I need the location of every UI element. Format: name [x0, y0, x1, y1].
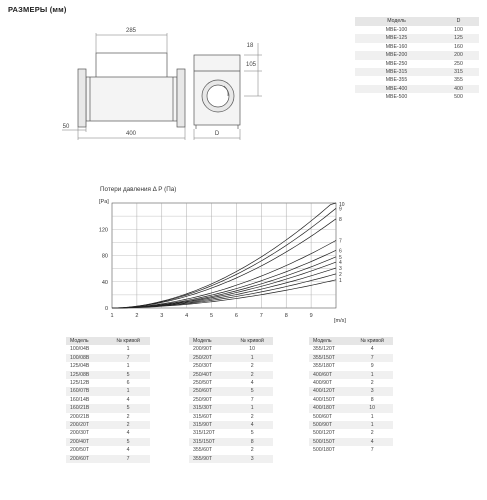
- model-cell: 250/90T: [193, 396, 213, 403]
- model-cell: 200/21B: [70, 413, 90, 420]
- dim-offset-label: 50: [62, 124, 70, 130]
- value-cell: 2: [126, 413, 130, 420]
- model-cell: MBE-355: [385, 77, 408, 84]
- curve-number-label: 9: [339, 206, 342, 213]
- value-cell: 160: [454, 43, 463, 50]
- model-cell: 355/150T: [309, 354, 351, 362]
- value-cell: 4: [250, 380, 254, 387]
- model-cell: MBE-315: [355, 68, 438, 76]
- table-row: [189, 455, 273, 463]
- value-cell: 4: [126, 430, 130, 437]
- curve-table-header: Модель: [309, 337, 351, 345]
- model-cell: 250/20T: [189, 354, 231, 362]
- table-row: [355, 60, 479, 68]
- x-tick-label: 1: [110, 313, 114, 319]
- table-row: [309, 429, 393, 437]
- table-row: [355, 51, 479, 59]
- model-cell: 250/40T: [189, 371, 231, 379]
- model-cell: 125/12B: [70, 380, 90, 387]
- curve-2: [112, 274, 336, 308]
- curve-number-label: 1: [339, 277, 342, 284]
- x-tick-label: 6: [234, 313, 238, 319]
- curve-table-header: Модель: [66, 337, 106, 345]
- model-cell: 160/14B: [70, 396, 90, 403]
- table-row: [309, 387, 393, 395]
- model-cell: 200/20T: [66, 421, 106, 429]
- value-cell: 500: [454, 94, 463, 101]
- heater-box-top: [96, 53, 167, 78]
- table-row: [355, 85, 479, 93]
- value-cell: 5: [231, 387, 273, 395]
- table-row: [309, 396, 393, 404]
- model-cell: 200/50T: [70, 447, 90, 454]
- table-row: [189, 362, 273, 370]
- curve-8: [112, 219, 336, 308]
- x-tick-label: 3: [160, 313, 164, 319]
- value-cell: 1: [370, 413, 374, 420]
- table-row: [66, 438, 150, 446]
- table-row: [355, 93, 479, 101]
- curve-table-2: [189, 337, 273, 463]
- table-row: [189, 387, 273, 395]
- model-cell: 355/60T: [193, 447, 213, 454]
- value-cell: 1: [126, 363, 130, 370]
- dim-height-label: 105: [245, 62, 256, 68]
- value-cell: 1: [231, 404, 273, 412]
- table-row: [189, 354, 273, 362]
- table-row: [189, 421, 273, 429]
- dimension-drawing: [0, 0, 350, 160]
- table-row: [66, 354, 150, 362]
- curve-table-header: № кривой: [231, 337, 273, 345]
- value-cell: 2: [250, 413, 254, 420]
- value-cell: 2: [370, 430, 374, 437]
- value-cell: 250: [454, 60, 463, 67]
- value-cell: 1: [126, 346, 130, 353]
- value-cell: 400: [438, 85, 479, 93]
- table-row: [309, 413, 393, 421]
- table-row: [66, 362, 150, 370]
- curve-table-header: Модель: [189, 337, 231, 345]
- table-row: [189, 404, 273, 412]
- model-cell: 500/60T: [313, 413, 333, 420]
- table-row: [355, 68, 479, 76]
- duct-body: [86, 77, 177, 121]
- y-tick-label: 0: [104, 306, 108, 312]
- table-row: [309, 404, 393, 412]
- model-cell: MBE-500: [385, 94, 408, 101]
- value-cell: 1: [231, 354, 273, 362]
- dim-width-label: 285: [125, 28, 137, 34]
- model-cell: 500/150T: [309, 438, 351, 446]
- value-cell: 5: [250, 430, 254, 437]
- table-row: [66, 446, 150, 454]
- chart-x-axis-label: [m/s]: [334, 318, 346, 324]
- value-cell: 3: [351, 387, 393, 395]
- model-cell: 160/07B: [66, 387, 106, 395]
- table-row: [189, 413, 273, 421]
- curve-4: [112, 262, 336, 308]
- model-cell: 315/30T: [189, 404, 231, 412]
- model-cell: MBE-250: [385, 60, 408, 67]
- table-row: [66, 371, 150, 379]
- value-cell: 200: [438, 51, 479, 59]
- value-cell: 7: [250, 396, 254, 403]
- model-cell: 200/40T: [66, 438, 106, 446]
- model-dimension-table: [355, 17, 479, 102]
- x-tick-label: 9: [309, 313, 313, 319]
- table-row: [309, 421, 393, 429]
- model-cell: MBE-400: [355, 85, 438, 93]
- table-row: [66, 404, 150, 412]
- table-row: [66, 421, 150, 429]
- model-cell: MBE-125: [355, 34, 438, 42]
- model-cell: 400/60T: [309, 371, 351, 379]
- value-cell: 9: [370, 363, 374, 370]
- table-row: [189, 379, 273, 387]
- model-cell: 500/90T: [309, 421, 351, 429]
- model-table-header: D: [438, 17, 479, 26]
- model-cell: MBE-200: [355, 51, 438, 59]
- value-cell: 8: [370, 396, 374, 403]
- model-cell: 125/04B: [70, 363, 90, 370]
- curve-number-label: 8: [339, 216, 342, 223]
- value-cell: 4: [231, 421, 273, 429]
- value-cell: 2: [231, 371, 273, 379]
- table-row: [309, 345, 393, 353]
- model-cell: MBE-160: [385, 43, 408, 50]
- curve-number-label: 4: [339, 260, 342, 267]
- table-row: [66, 379, 150, 387]
- curve-table-1: [66, 337, 150, 463]
- dim-diameter-label: D: [214, 131, 220, 137]
- x-tick-label: 2: [135, 313, 139, 319]
- value-cell: 1: [351, 371, 393, 379]
- curve-number-label: 6: [339, 248, 342, 255]
- model-cell: 400/150T: [313, 396, 335, 403]
- value-cell: 2: [370, 380, 374, 387]
- model-cell: 200/90T: [193, 346, 213, 353]
- value-cell: 2: [250, 363, 254, 370]
- x-tick-label: 5: [210, 313, 214, 319]
- model-cell: 250/60T: [189, 387, 231, 395]
- table-row: [309, 446, 393, 454]
- curve-number-label: 3: [339, 265, 342, 272]
- model-cell: 160/21B: [66, 404, 106, 412]
- model-cell: 355/120T: [313, 346, 335, 353]
- y-tick-label: 80: [101, 253, 108, 260]
- value-cell: 5: [106, 371, 150, 379]
- curve-number-label: 10: [339, 202, 345, 208]
- value-cell: 1: [106, 387, 150, 395]
- value-cell: 1: [351, 421, 393, 429]
- table-row: [355, 76, 479, 84]
- value-cell: 2: [250, 447, 254, 454]
- model-cell: 315/150T: [189, 438, 231, 446]
- model-cell: 355/180T: [313, 363, 335, 370]
- y-tick-label: 40: [101, 279, 108, 286]
- table-row: [309, 362, 393, 370]
- left-flange: [78, 69, 86, 127]
- table-row: [309, 379, 393, 387]
- value-cell: 4: [351, 438, 393, 446]
- table-row: [309, 371, 393, 379]
- x-tick-label: 7: [259, 313, 263, 319]
- table-row: [189, 371, 273, 379]
- dim-flange-label: 18: [246, 43, 254, 49]
- table-row: [355, 34, 479, 42]
- value-cell: 125: [438, 34, 479, 42]
- value-cell: 6: [126, 380, 130, 387]
- model-cell: 500/180T: [313, 447, 335, 454]
- table-row: [189, 345, 273, 353]
- curve-table-3: [309, 337, 393, 455]
- model-cell: 315/60T: [193, 413, 213, 420]
- value-cell: 7: [106, 455, 150, 463]
- model-cell: 500/120T: [313, 430, 335, 437]
- table-row: [189, 429, 273, 437]
- x-tick-label: 8: [284, 313, 288, 319]
- chart-y-axis-label: [Pa]: [99, 199, 109, 205]
- value-cell: 4: [126, 447, 130, 454]
- dim-length-label: 400: [125, 131, 137, 137]
- value-cell: 355: [454, 77, 463, 84]
- table-row: [66, 455, 150, 463]
- model-cell: 100/08B: [66, 354, 106, 362]
- value-cell: 315: [438, 68, 479, 76]
- table-row: [66, 413, 150, 421]
- pressure-loss-chart: [0, 175, 360, 330]
- model-cell: 125/08B: [66, 371, 106, 379]
- value-cell: 100: [454, 27, 463, 33]
- value-cell: 4: [126, 396, 130, 403]
- curve-table-header: № кривой: [106, 337, 150, 345]
- right-flange: [177, 69, 185, 127]
- curve-number-label: 5: [339, 254, 342, 261]
- curve-table-header: № кривой: [351, 337, 393, 345]
- value-cell: 8: [231, 438, 273, 446]
- value-cell: 3: [231, 455, 273, 463]
- model-cell: MBE-100: [385, 27, 408, 33]
- curve-number-label: 7: [339, 238, 342, 245]
- model-cell: 315/120T: [193, 430, 215, 437]
- table-row: [66, 345, 150, 353]
- value-cell: 5: [106, 438, 150, 446]
- model-cell: 250/30T: [193, 363, 213, 370]
- model-cell: 100/04B: [70, 346, 90, 353]
- value-cell: 10: [249, 346, 256, 353]
- value-cell: 7: [106, 354, 150, 362]
- value-cell: 10: [351, 404, 393, 412]
- page-title: РАЗМЕРЫ (мм): [8, 5, 67, 14]
- curve-6: [112, 250, 336, 308]
- model-cell: 400/90T: [313, 380, 333, 387]
- value-cell: 7: [370, 447, 374, 454]
- chart-title: Потери давления Δ P (Па): [100, 186, 177, 193]
- model-cell: 250/50T: [193, 380, 213, 387]
- model-cell: 400/120T: [309, 387, 351, 395]
- model-table-header: Модель: [355, 17, 438, 26]
- x-tick-label: 4: [185, 313, 189, 319]
- table-row: [309, 438, 393, 446]
- table-row: [66, 387, 150, 395]
- value-cell: 5: [106, 404, 150, 412]
- model-cell: 355/90T: [189, 455, 231, 463]
- model-cell: 200/60T: [66, 455, 106, 463]
- value-cell: 4: [370, 346, 374, 353]
- curve-number-label: 2: [339, 271, 342, 278]
- table-row: [189, 396, 273, 404]
- table-row: [355, 43, 479, 51]
- table-row: [189, 446, 273, 454]
- table-row: [66, 396, 150, 404]
- value-cell: 7: [351, 354, 393, 362]
- model-cell: 200/30T: [70, 430, 90, 437]
- table-row: [355, 26, 479, 34]
- model-cell: 400/180T: [309, 404, 351, 412]
- table-row: [309, 354, 393, 362]
- table-row: [66, 429, 150, 437]
- y-tick-label: 120: [98, 227, 108, 234]
- table-row: [189, 438, 273, 446]
- value-cell: 2: [106, 421, 150, 429]
- model-cell: 315/90T: [189, 421, 231, 429]
